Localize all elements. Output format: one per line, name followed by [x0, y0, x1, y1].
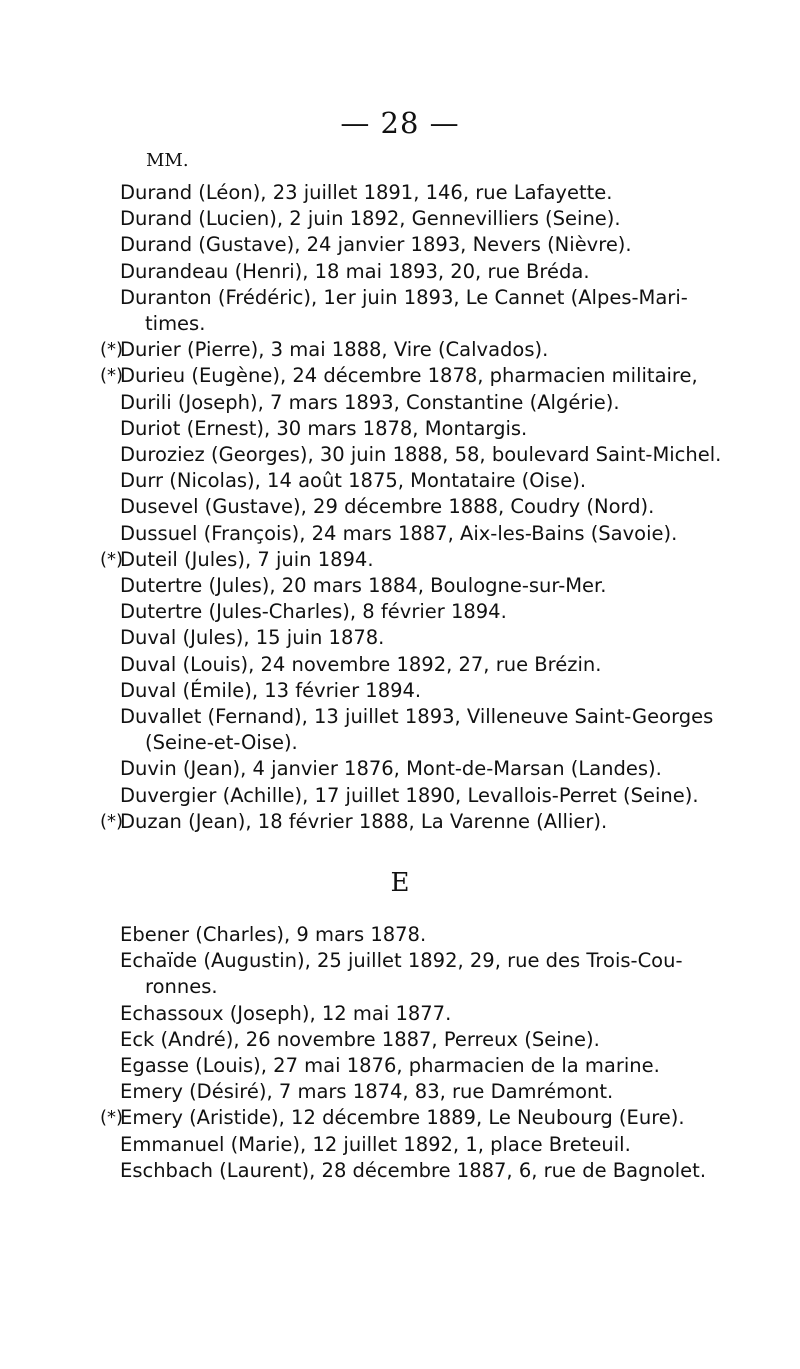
header-abbreviation: MM.: [146, 150, 189, 171]
entry-text: Dutertre (Jules-Charles), 8 février 1894.: [120, 600, 507, 624]
list-item: [0, 948, 800, 1000]
entry-text: Echaïde (Augustin), 25 juillet 1892, 29, rue des Trois-Cou-: [120, 949, 683, 973]
list-item: [0, 285, 800, 337]
entry-text: Ebener (Charles), 9 mars 1878.: [120, 923, 427, 946]
entry-text: Egasse (Louis), 27 mai 1876, pharmacien de la marine.: [120, 1054, 660, 1078]
entry-text: Duvergier (Achille), 17 juillet 1890, Levallois-Perret (Seine).: [120, 783, 699, 807]
entry-continuation: (Seine-et-Oise).: [145, 731, 298, 755]
entry-text: Echassoux (Joseph), 12 mai 1877.: [120, 1001, 452, 1025]
entry-text: Emery (Désiré), 7 mars 1874, 83, rue Damrémont.: [120, 1080, 614, 1104]
entry-text: Duriot (Ernest), 30 mars 1878, Montargis.: [120, 416, 528, 440]
list-item: [0, 1079, 800, 1105]
entry-text: Duzan (Jean), 18 février 1888, La Varenne (Allier).: [120, 809, 608, 833]
list-item: [0, 259, 800, 285]
entry-marker: (*): [100, 548, 124, 570]
entry-text: Dussuel (François), 24 mars 1887, Aix-les-Bains (Savoie).: [120, 521, 678, 545]
entry-text: Eschbach (Laurent), 28 décembre 1887, 6, rue de Bagnolet.: [120, 1158, 707, 1182]
list-item: [0, 363, 800, 389]
entry-text: Duval (Émile), 13 février 1894.: [120, 678, 422, 702]
list-item: [0, 1053, 800, 1079]
list-item: [0, 704, 800, 756]
entry-text: Dusevel (Gustave), 29 décembre 1888, Coudry (Nord).: [120, 495, 655, 519]
list-item: [0, 678, 800, 704]
list-item: [0, 922, 800, 948]
entry-marker: (*): [100, 339, 124, 361]
list-item: [0, 625, 800, 651]
entry-text: Durandeau (Henri), 18 mai 1893, 20, rue Bréda.: [120, 259, 590, 283]
list-item: [0, 573, 800, 599]
list-item: [0, 442, 800, 468]
list-item: [0, 756, 800, 782]
list-item: [0, 416, 800, 442]
entry-marker: (*): [100, 1107, 124, 1129]
list-item: [0, 232, 800, 258]
entry-marker: (*): [100, 810, 124, 832]
entry-continuation: times.: [145, 312, 206, 336]
list-item: [0, 180, 800, 206]
list-item: [0, 1105, 800, 1131]
list-item: [0, 1132, 800, 1158]
entry-text: Durand (Léon), 23 juillet 1891, 146, rue Lafayette.: [120, 181, 613, 204]
entry-text: Duroziez (Georges), 30 juin 1888, 58, boulevard Saint-Michel.: [120, 443, 722, 467]
list-item: [0, 390, 800, 416]
entry-text: Duvallet (Fernand), 13 juillet 1893, Villeneuve Saint-Georges: [120, 705, 714, 729]
entry-text: Duval (Louis), 24 novembre 1892, 27, rue Brézin.: [120, 652, 602, 676]
entry-list-d: [0, 180, 800, 835]
entry-text: Durili (Joseph), 7 mars 1893, Constantine (Algérie).: [120, 390, 620, 414]
list-item: [0, 599, 800, 625]
list-item: [0, 1027, 800, 1053]
entry-text: Durand (Gustave), 24 janvier 1893, Nevers (Nièvre).: [120, 233, 632, 257]
list-item: [0, 494, 800, 520]
page-number: — 28 —: [340, 106, 460, 140]
entry-text: Durier (Pierre), 3 mai 1888, Vire (Calvados).: [120, 338, 549, 362]
entry-text: Durand (Lucien), 2 juin 1892, Gennevilliers (Seine).: [120, 207, 621, 231]
entry-text: Durieu (Eugène), 24 décembre 1878, pharmacien militaire,: [120, 364, 698, 388]
entry-text: Duvin (Jean), 4 janvier 1876, Mont-de-Marsan (Landes).: [120, 757, 662, 781]
entry-text: Dutertre (Jules), 20 mars 1884, Boulogne-sur-Mer.: [120, 574, 607, 598]
section-letter: E: [390, 868, 410, 898]
list-item: [0, 652, 800, 678]
entry-list-e: [0, 922, 800, 1184]
list-item: [0, 206, 800, 232]
entry-text: Emery (Aristide), 12 décembre 1889, Le Neubourg (Eure).: [120, 1106, 685, 1130]
entry-continuation: ronnes.: [145, 975, 218, 999]
list-item: [0, 1001, 800, 1027]
list-item: [0, 337, 800, 363]
list-item: [0, 521, 800, 547]
list-item: [0, 547, 800, 573]
list-item: [0, 468, 800, 494]
entry-text: Duval (Jules), 15 juin 1878.: [120, 626, 385, 650]
entry-text: Eck (André), 26 novembre 1887, Perreux (Seine).: [120, 1027, 600, 1051]
entry-text: Emmanuel (Marie), 12 juillet 1892, 1, place Breteuil.: [120, 1132, 631, 1156]
list-item: [0, 1158, 800, 1184]
entry-text: Duranton (Frédéric), 1er juin 1893, Le Cannet (Alpes-Mari-: [120, 285, 688, 309]
list-item: [0, 809, 800, 835]
entry-text: Duteil (Jules), 7 juin 1894.: [120, 547, 374, 571]
entry-marker: (*): [100, 365, 124, 387]
entry-text: Durr (Nicolas), 14 août 1875, Montataire (Oise).: [120, 469, 587, 493]
list-item: [0, 783, 800, 809]
